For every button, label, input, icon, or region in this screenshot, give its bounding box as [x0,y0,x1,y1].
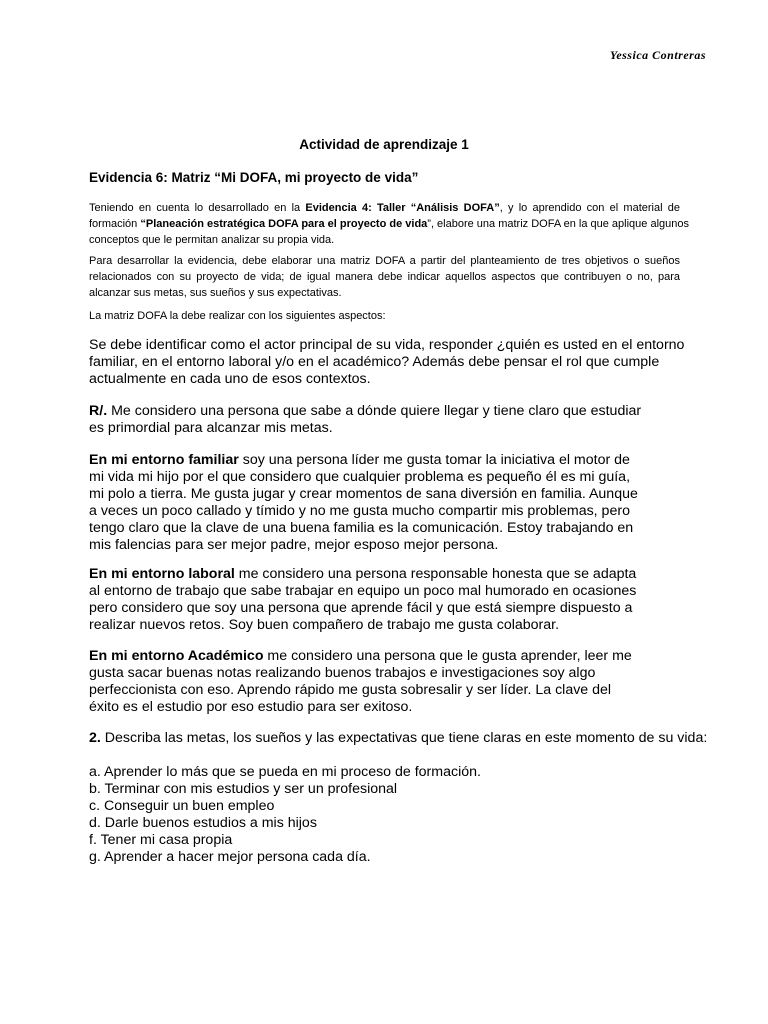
familiar-line-2: mi vida mi hijo por el que considero que cualquier problema es pequeño él es mi guía, [89,469,631,485]
instructions-paragraph [89,253,680,301]
question-2 [89,730,709,747]
list-item: f. Tener mi casa propia [89,832,233,848]
instructions-line-1: Para desarrollar la evidencia, debe elaborar una matriz DOFA a partir del planteamiento de tres objetivos o sueños [89,255,680,267]
intro-line-3: conceptos que le permitan analizar su propia vida. [89,234,335,246]
intro-line-1: Teniendo en cuenta lo desarrollado en la Evidencia 4: Taller “Análisis DOFA”, y lo aprendido con el material de [89,202,681,214]
familiar-line-1: En mi entorno familiar soy una persona líder me gusta tomar la iniciativa el motor de [89,452,630,468]
document-subtitle: Evidencia 6: Matriz “Mi DOFA, mi proyecto de vida” [89,170,419,185]
laboral-heading: En mi entorno laboral [89,566,235,582]
laboral-line-4: realizar nuevos retos. Soy buen compañero de trabajo me gusta colaborar. [89,617,560,633]
familiar-paragraph [89,452,689,554]
question-1-line-3: actualmente en cada uno de esos contextos. [89,371,371,387]
list-item: g. Aprender a hacer mejor persona cada día. [89,849,371,865]
familiar-line-5: tengo claro que la clave de una buena familia es la comunicación. Estoy trabajando en [89,520,634,536]
instructions-line-2: relacionados con su proyecto de vida; de igual manera debe indicar aquellos aspectos que contribuyen o no, para [89,271,680,283]
intro-paragraph [89,200,689,248]
academico-line-1: En mi entorno Académico me considero una persona que le gusta aprender, leer me [89,648,632,664]
question-2-number: 2. [89,730,101,746]
familiar-heading: En mi entorno familiar [89,452,239,468]
laboral-line-2: al entorno de trabajo que sabe trabajar en equipo un poco mal humorado en ocasiones [89,583,637,599]
answer-1-line-2: es primordial para alcanzar mis metas. [89,420,333,436]
list-item: a. Aprender lo más que se pueda en mi proceso de formación. [89,764,481,780]
author-signature: Yessica Contreras [609,48,706,62]
academico-paragraph [89,648,689,716]
question-1-line-1: Se debe identificar como el actor principal de su vida, responder ¿quién es usted en el entorno [89,337,685,353]
question-1 [89,337,689,388]
instructions-line-3: alcanzar sus metas, sus sueños y sus expectativas. [89,287,342,299]
document-title: Actividad de aprendizaje 1 [299,137,469,152]
familiar-line-3: mi polo a tierra. Me gusta jugar y crear momentos de sana diversión en familia. Aunque [89,486,638,502]
academico-heading: En mi entorno Académico [89,648,264,664]
intro-bold-material: “Planeación estratégica DOFA para el proyecto de vida [140,218,428,230]
intro-bold-reference: Evidencia 4: Taller “Análisis DOFA” [305,202,500,214]
laboral-paragraph [89,566,689,634]
answer-1-line-1: R/. Me considero una persona que sabe a dónde quiere llegar y tiene claro que estudiar [89,403,642,419]
question-2-line: 2. Describa las metas, los sueños y las expectativas que tiene claras en este momento de su vida: [89,730,708,746]
familiar-line-6: mis falencias para ser mejor padre, mejor esposo mejor persona. [89,537,499,553]
answer-1 [89,403,689,437]
familiar-line-4: a veces un poco callado y tímido y no me gusta mucho compartir mis problemas, pero [89,503,630,519]
list-item: c. Conseguir un buen empleo [89,798,275,814]
answer-prefix: R/. [89,403,108,419]
intro-line-2: formación “Planeación estratégica DOFA para el proyecto de vida”, elabore una matriz DOFA en la que aplique algunos [89,218,689,230]
question-1-line-2: familiar, en el entorno laboral y/o en el académico? Además debe pensar el rol que cumple [89,354,660,370]
goals-list [89,764,689,866]
academico-line-3: perfeccionista con eso. Aprendo rápido me gusta sobresalir y ser líder. La clave del [89,682,612,698]
aspects-paragraph [89,308,680,324]
laboral-line-3: pero considero que soy una persona que aprende fácil y que está siempre dispuesto a [89,600,633,616]
academico-line-2: gusta sacar buenas notas realizando buenos trabajos e investigaciones soy algo [89,665,596,681]
list-item: b. Terminar con mis estudios y ser un profesional [89,781,398,797]
list-item: d. Darle buenos estudios a mis hijos [89,815,317,831]
aspects-line: La matriz DOFA la debe realizar con los siguientes aspectos: [89,310,386,322]
laboral-line-1: En mi entorno laboral me considero una persona responsable honesta que se adapta [89,566,637,582]
academico-line-4: éxito es el estudio por eso estudio para ser exitoso. [89,699,413,715]
